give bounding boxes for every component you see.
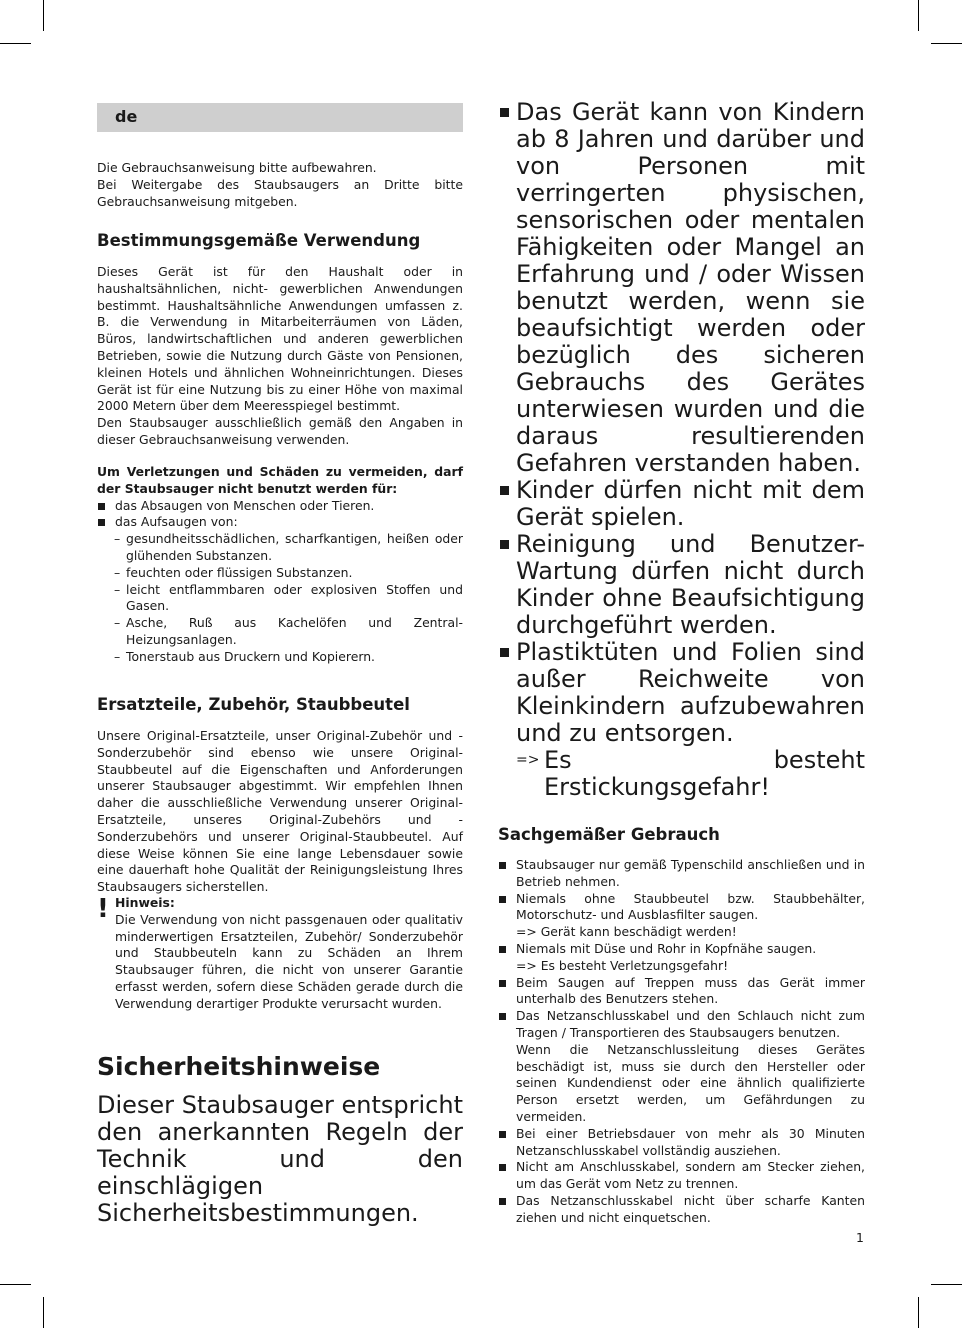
list-item — [498, 891, 865, 941]
list-item-text: Niemals mit Düse und Rohr in Kopfnähe saugen. — [516, 940, 817, 956]
consequence-text: => Gerät kann beschädigt werden! — [516, 924, 737, 940]
section-title-sachgemaess: Sachgemäßer Gebrauch — [498, 825, 720, 844]
intro-line: Die Gebrauchsanweisung bitte aufbewahren. — [97, 160, 377, 175]
crop-mark — [931, 43, 962, 44]
list-item: Beim Saugen auf Treppen muss das Gerät immer unterhalb des Benutzers stehen. — [498, 975, 865, 1009]
safety-item: Das Gerät kann von Kindern ab 8 Jahren und darüber und von Personen mit verringerten physischen, sensorischen oder mentalen Fähigkeiten oder Mangel an Erfahrung und / oder Wissen benutzt werden, wenn sie beaufsichtigt werden oder bezüglich des sicheren Gebrauchs des Gerätes unterwiesen wurden und die daraus resultierenden Gefahren verstanden haben. — [498, 99, 865, 477]
warning-list — [97, 498, 463, 532]
crop-mark — [931, 1284, 962, 1285]
note-box — [97, 895, 463, 1013]
sub-item: – gesundheitsschädlichen, scharfkantigen, heißen oder glühenden Substanzen. — [97, 531, 463, 565]
continuation-text: Wenn die Netzanschlussleitung dieses Gerätes beschädigt ist, muss sie durch den Hersteller oder seinen Kundendienst oder eine ähnlich qualifizierte Person ersetzt werden, um Gefährdungen zu vermeiden. — [516, 1041, 865, 1124]
safety-item — [498, 639, 865, 801]
list-item: Das Netzanschlusskabel nicht über scharfe Kanten ziehen und nicht einquetschen. — [498, 1193, 865, 1227]
result-text: Es besteht Erstickungsgefahr! — [544, 746, 865, 801]
list-item-text: das Aufsaugen von: — [115, 514, 238, 530]
warning-block — [97, 464, 463, 666]
list-item-text: Niemals ohne Staubbeutel bzw. Staubbehälter, Motorschutz- und Ausblasfilter saugen. — [516, 890, 865, 923]
crop-mark — [0, 1284, 31, 1285]
ersatz-text — [97, 728, 463, 896]
sub-item: – leicht entflammbaren oder explosiven Stoffen und Gasen. — [97, 582, 463, 616]
consequence-text: => Es besteht Verletzungsgefahr! — [516, 957, 729, 973]
warning-sublist — [97, 531, 463, 665]
usage-list — [498, 857, 865, 1227]
list-item: Nicht am Anschlusskabel, sondern am Stecker ziehen, um das Gerät vom Netz zu trennen. — [498, 1159, 865, 1193]
list-item: Bei einer Betriebsdauer von mehr als 30 Minuten Netzanschlusskabel vollständig ausziehen. — [498, 1126, 865, 1160]
language-code: de — [115, 107, 138, 126]
sub-item: – Tonerstaub aus Druckern und Kopierern. — [97, 649, 463, 666]
crop-mark — [43, 0, 44, 31]
note-title: Hinweis: — [115, 895, 175, 910]
arrow-icon: => — [516, 752, 540, 768]
bestimmung-text — [97, 264, 463, 449]
paragraph: Den Staubsauger ausschließlich gemäß den Angaben in dieser Gebrauchsanweisung verwenden. — [97, 415, 463, 447]
section-title-ersatz: Ersatzteile, Zubehör, Staubbeutel — [97, 695, 410, 714]
language-bar — [97, 103, 463, 132]
safety-item: Reinigung und Benutzer-Wartung dürfen nicht durch Kinder ohne Beaufsichtigung durchgeführt werden. — [498, 531, 865, 639]
list-item — [498, 941, 865, 975]
list-item-text: Das Netzanschlusskabel und den Schlauch nicht zum Tragen / Transportieren des Staubsaugers benutzen. — [516, 1008, 865, 1040]
section-title-bestimmung: Bestimmungsgemäße Verwendung — [97, 231, 421, 250]
paragraph: Dieses Gerät ist für den Haushalt oder in haushaltsähnlichen, nicht- gewerblichen Anwendungen bestimmt. Haushaltsähnliche Anwendungen umfassen z. B. die Verwendung in Mitarbeiterräumen von Läden, Büros, landwirtschaftlichen und anderen gewerblichen Betrieben, sowie die Nutzung durch Gäste von Pensionen, kleinen Hotels und ähnlichen Wohneinrichtungen. Dieses Gerät ist für eine Nutzung bis zu einer Höhe von maximal 2000 Metern über dem Meeresspiegel bestimmt. — [97, 264, 463, 414]
safety-item: Kinder dürfen nicht mit dem Gerät spielen. — [498, 477, 865, 531]
paragraph: Unsere Original-Ersatzteile, unser Original-Zubehör und -Sonderzubehör sind ebenso wie unsere Original-Staubbeutel auf die Eigenschaften und Anforderungen unserer Staubsauger abgestimmt. Wir empfehlen Ihnen daher die ausschließliche Verwendung unserer Original-Ersatzteile, unseres Original-Zubehörs und -Sonderzubehörs und unserer Original-Staubbeutel. Auf diese Weise können Sie eine lange Lebensdauer sowie eine dauerhaft hohe Qualität der Reinigungsleistung Ihres Staubsaugers sicherstellen. — [97, 728, 463, 895]
intro-line: Bei Weitergabe des Staubsaugers an Dritte bitte Gebrauchsanweisung mitgeben. — [97, 176, 463, 209]
crop-mark — [0, 43, 31, 44]
page-number: 1 — [856, 1230, 864, 1245]
safety-result — [516, 747, 865, 801]
sub-item: – Asche, Ruß aus Kachelöfen und Zentral-Heizungsanlagen. — [97, 615, 463, 649]
section-title-sicherheit: Sicherheitshinweise — [97, 1052, 381, 1081]
list-item — [498, 1008, 865, 1126]
crop-mark — [918, 1297, 919, 1328]
safety-item-text: Plastiktüten und Folien sind außer Reichweite von Kleinkindern aufzubewahren und zu entsorgen. — [516, 638, 865, 747]
list-item — [97, 514, 463, 531]
crop-mark — [918, 0, 919, 31]
safety-list — [498, 99, 865, 801]
list-item: das Absaugen von Menschen oder Tieren. — [97, 498, 463, 515]
intro-text — [97, 160, 463, 210]
exclamation-icon: ! — [97, 894, 109, 924]
list-item: Staubsauger nur gemäß Typenschild anschließen und in Betrieb nehmen. — [498, 857, 865, 891]
sub-item: – feuchten oder flüssigen Substanzen. — [97, 565, 463, 582]
warning-title: Um Verletzungen und Schäden zu vermeiden, darf der Staubsauger nicht benutzt werden für: — [97, 464, 463, 496]
safety-intro: Dieser Staubsauger entspricht den anerkannten Regeln der Technik und den einschlägigen Sicherheitsbestimmungen. — [97, 1091, 463, 1227]
crop-mark — [43, 1297, 44, 1328]
note-text: Die Verwendung von nicht passgenauen oder qualitativ minderwertigen Ersatzteilen, Zubehör/ Sonderzubehör und Staubbeuteln kann zu Schäden an Ihrem Staubsauger führen, die nicht von unserer Garantie erfasst werden, sofern diese Schäden gerade durch die Verwendung derartiger Produkte verursacht wurden. — [115, 911, 463, 1011]
